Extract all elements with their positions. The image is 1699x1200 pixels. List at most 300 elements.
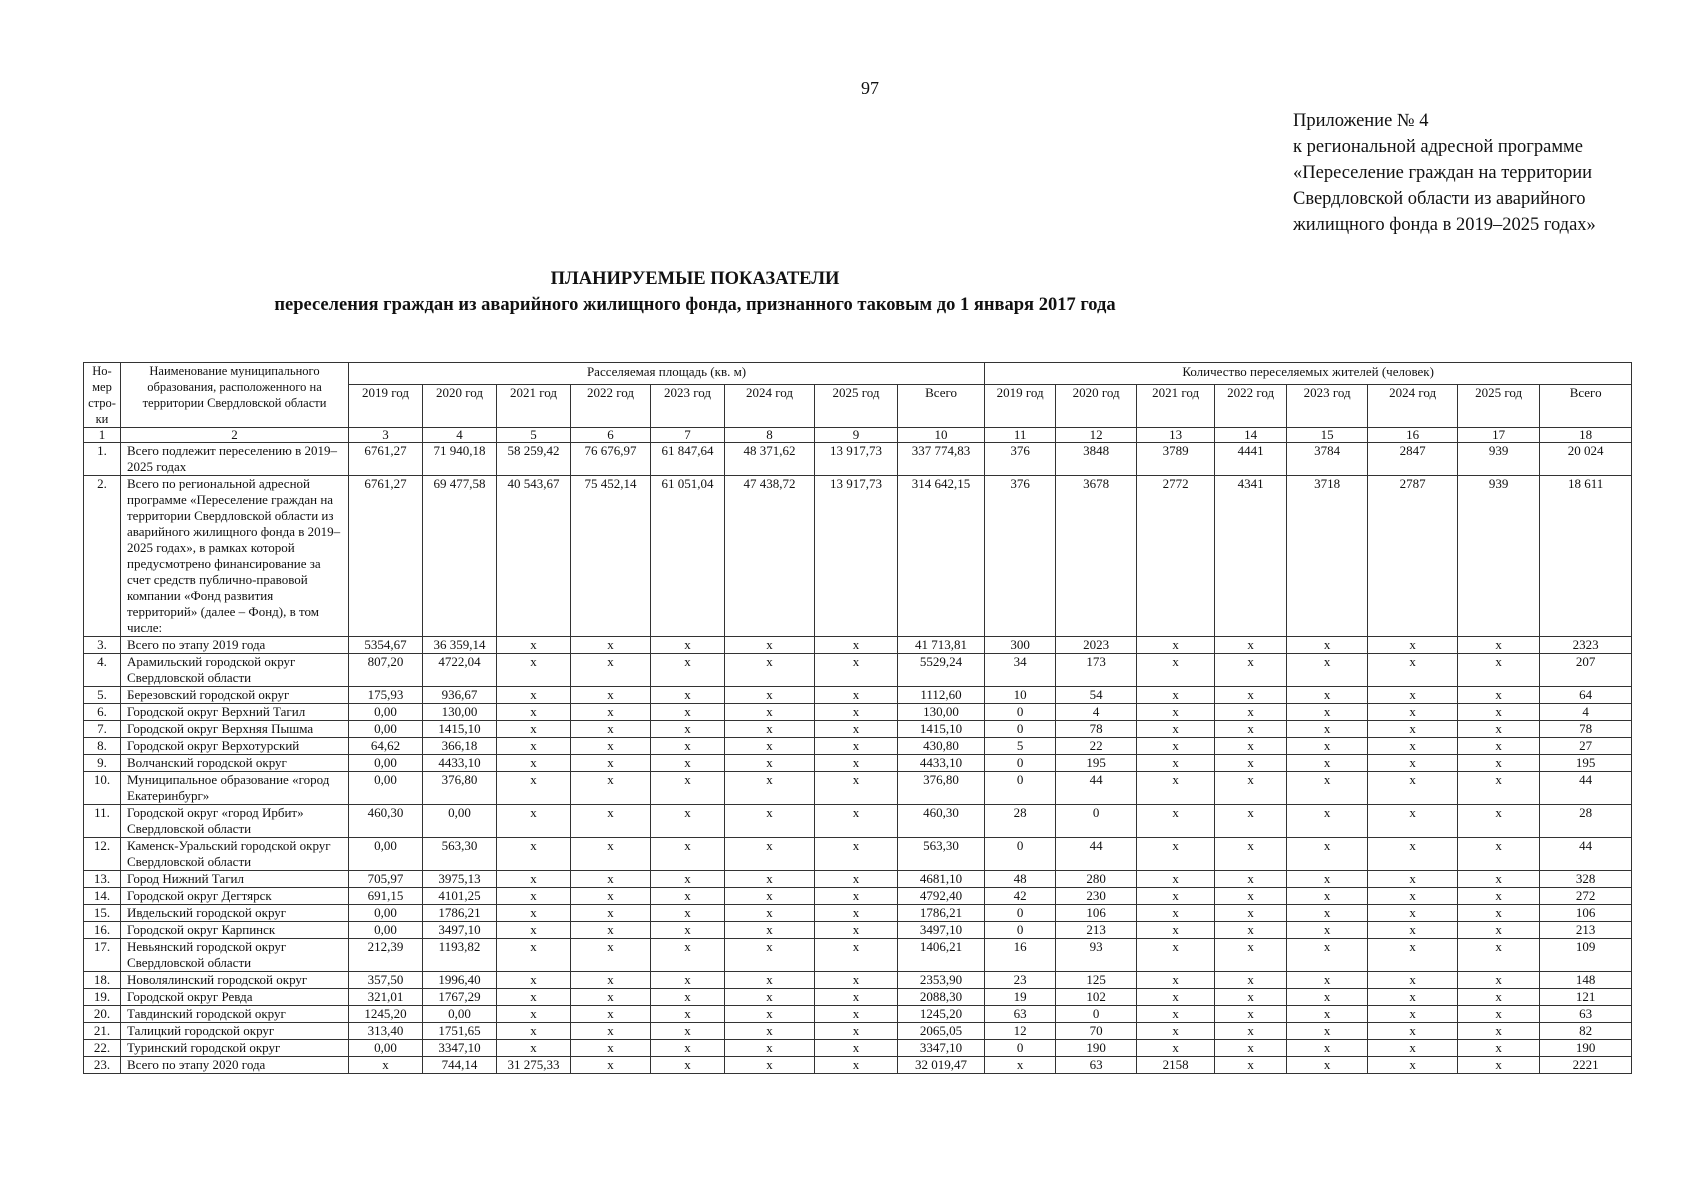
- value-cell: х: [571, 888, 651, 905]
- appendix-line: жилищного фонда в 2019–2025 годах»: [1293, 215, 1596, 235]
- value-cell: 109: [1540, 939, 1632, 972]
- value-cell: х: [725, 654, 815, 687]
- value-cell: х: [651, 721, 725, 738]
- value-cell: х: [1458, 838, 1540, 871]
- value-cell: 0: [985, 772, 1056, 805]
- value-cell: х: [497, 922, 571, 939]
- value-cell: х: [1368, 805, 1458, 838]
- municipality-name-cell: Город Нижний Тагил: [121, 871, 349, 888]
- column-number: 7: [651, 428, 725, 443]
- people-total-header: Всего: [1540, 385, 1632, 428]
- value-cell: 3784: [1287, 443, 1368, 476]
- value-cell: 82: [1540, 1023, 1632, 1040]
- value-cell: х: [651, 654, 725, 687]
- value-cell: х: [1458, 972, 1540, 989]
- municipality-name-cell: Волчанский городской округ: [121, 755, 349, 772]
- value-cell: х: [651, 871, 725, 888]
- value-cell: 93: [1056, 939, 1137, 972]
- value-cell: 1786,21: [898, 905, 985, 922]
- value-cell: х: [815, 1023, 898, 1040]
- value-cell: 3497,10: [423, 922, 497, 939]
- value-cell: х: [651, 989, 725, 1006]
- table-row: [84, 1057, 1632, 1074]
- people-year-header: 2022 год: [1215, 385, 1287, 428]
- value-cell: х: [651, 905, 725, 922]
- value-cell: х: [1458, 637, 1540, 654]
- column-number: 18: [1540, 428, 1632, 443]
- value-cell: 44: [1540, 772, 1632, 805]
- value-cell: х: [815, 1006, 898, 1023]
- value-cell: х: [1458, 905, 1540, 922]
- value-cell: х: [1215, 721, 1287, 738]
- value-cell: х: [725, 738, 815, 755]
- value-cell: 460,30: [349, 805, 423, 838]
- value-cell: 1751,65: [423, 1023, 497, 1040]
- municipality-name-cell: Каменск-Уральский городской округ Свердловской области: [121, 838, 349, 871]
- value-cell: х: [1287, 654, 1368, 687]
- table-body: [84, 428, 1632, 1074]
- value-cell: 0,00: [349, 755, 423, 772]
- value-cell: х: [815, 654, 898, 687]
- value-cell: 2088,30: [898, 989, 985, 1006]
- value-cell: х: [725, 888, 815, 905]
- municipality-name-cell: Туринский городской округ: [121, 1040, 349, 1057]
- row-number-cell: 10.: [84, 772, 121, 805]
- value-cell: х: [651, 888, 725, 905]
- table-row: [84, 922, 1632, 939]
- municipality-header: Наименование муниципального образования, расположенного на территории Свердловской области: [121, 363, 349, 428]
- value-cell: 807,20: [349, 654, 423, 687]
- row-number-cell: 23.: [84, 1057, 121, 1074]
- table-row: [84, 704, 1632, 721]
- value-cell: 5529,24: [898, 654, 985, 687]
- value-cell: х: [725, 972, 815, 989]
- value-cell: х: [1368, 905, 1458, 922]
- value-cell: х: [815, 989, 898, 1006]
- column-number: 1: [84, 428, 121, 443]
- value-cell: х: [725, 989, 815, 1006]
- municipality-name-cell: Всего по этапу 2019 года: [121, 637, 349, 654]
- value-cell: х: [1137, 989, 1215, 1006]
- value-cell: х: [815, 687, 898, 704]
- value-cell: х: [497, 654, 571, 687]
- value-cell: х: [1287, 939, 1368, 972]
- value-cell: х: [651, 922, 725, 939]
- value-cell: х: [1215, 1023, 1287, 1040]
- value-cell: 430,80: [898, 738, 985, 755]
- value-cell: 376,80: [423, 772, 497, 805]
- value-cell: 31 275,33: [497, 1057, 571, 1074]
- table-row: [84, 1040, 1632, 1057]
- value-cell: х: [571, 905, 651, 922]
- value-cell: 23: [985, 972, 1056, 989]
- value-cell: 2353,90: [898, 972, 985, 989]
- column-number: 10: [898, 428, 985, 443]
- value-cell: х: [1137, 905, 1215, 922]
- value-cell: 337 774,83: [898, 443, 985, 476]
- value-cell: 563,30: [898, 838, 985, 871]
- document-title: ПЛАНИРУЕМЫЕ ПОКАЗАТЕЛИ: [550, 269, 840, 289]
- value-cell: х: [571, 1006, 651, 1023]
- value-cell: х: [571, 772, 651, 805]
- municipality-name-cell: Городской округ Верхняя Пышма: [121, 721, 349, 738]
- header-row: [84, 363, 1632, 385]
- value-cell: х: [651, 838, 725, 871]
- municipality-name-cell: Всего подлежит переселению в 2019–2025 годах: [121, 443, 349, 476]
- value-cell: х: [571, 1040, 651, 1057]
- value-cell: х: [1215, 939, 1287, 972]
- value-cell: х: [651, 772, 725, 805]
- value-cell: х: [815, 704, 898, 721]
- value-cell: х: [1287, 687, 1368, 704]
- value-cell: 1786,21: [423, 905, 497, 922]
- value-cell: х: [1215, 905, 1287, 922]
- value-cell: х: [1368, 654, 1458, 687]
- value-cell: 300: [985, 637, 1056, 654]
- value-cell: 0: [1056, 805, 1137, 838]
- municipality-name-cell: Тавдинский городской округ: [121, 1006, 349, 1023]
- value-cell: х: [1215, 805, 1287, 838]
- value-cell: 3347,10: [423, 1040, 497, 1057]
- value-cell: х: [1137, 637, 1215, 654]
- value-cell: х: [1287, 1057, 1368, 1074]
- value-cell: 13 917,73: [815, 443, 898, 476]
- value-cell: х: [1458, 1023, 1540, 1040]
- value-cell: 175,93: [349, 687, 423, 704]
- value-cell: 313,40: [349, 1023, 423, 1040]
- row-number-cell: 22.: [84, 1040, 121, 1057]
- value-cell: х: [1137, 939, 1215, 972]
- value-cell: 5: [985, 738, 1056, 755]
- municipality-name-cell: Городской округ Верхний Тагил: [121, 704, 349, 721]
- value-cell: 130,00: [423, 704, 497, 721]
- value-cell: х: [725, 687, 815, 704]
- value-cell: х: [497, 1023, 571, 1040]
- value-cell: 70: [1056, 1023, 1137, 1040]
- value-cell: х: [1287, 704, 1368, 721]
- value-cell: 2323: [1540, 637, 1632, 654]
- row-number-cell: 13.: [84, 871, 121, 888]
- value-cell: 64,62: [349, 738, 423, 755]
- value-cell: х: [815, 939, 898, 972]
- column-number: 15: [1287, 428, 1368, 443]
- value-cell: х: [1368, 738, 1458, 755]
- value-cell: х: [1137, 755, 1215, 772]
- people-year-header: 2023 год: [1287, 385, 1368, 428]
- municipality-name-cell: Невьянский городской округ Свердловской области: [121, 939, 349, 972]
- row-number-cell: 16.: [84, 922, 121, 939]
- value-cell: 4681,10: [898, 871, 985, 888]
- value-cell: х: [725, 805, 815, 838]
- value-cell: 125: [1056, 972, 1137, 989]
- document-subtitle: переселения граждан из аварийного жилищного фонда, признанного таковым до 1 января 2017 года: [274, 295, 1116, 315]
- value-cell: 0,00: [349, 721, 423, 738]
- value-cell: 4792,40: [898, 888, 985, 905]
- table-row: [84, 1023, 1632, 1040]
- value-cell: 4433,10: [898, 755, 985, 772]
- value-cell: 4433,10: [423, 755, 497, 772]
- value-cell: х: [1287, 755, 1368, 772]
- value-cell: х: [571, 939, 651, 972]
- value-cell: 2221: [1540, 1057, 1632, 1074]
- value-cell: х: [725, 1006, 815, 1023]
- table-row: [84, 972, 1632, 989]
- value-cell: х: [725, 905, 815, 922]
- value-cell: 78: [1540, 721, 1632, 738]
- value-cell: х: [1287, 721, 1368, 738]
- value-cell: х: [497, 972, 571, 989]
- value-cell: 230: [1056, 888, 1137, 905]
- area-year-header: 2024 год: [725, 385, 815, 428]
- value-cell: х: [815, 772, 898, 805]
- value-cell: х: [1287, 1040, 1368, 1057]
- value-cell: х: [1458, 721, 1540, 738]
- value-cell: х: [1215, 1040, 1287, 1057]
- value-cell: 195: [1056, 755, 1137, 772]
- value-cell: 328: [1540, 871, 1632, 888]
- value-cell: х: [815, 1040, 898, 1057]
- value-cell: 195: [1540, 755, 1632, 772]
- value-cell: х: [1287, 905, 1368, 922]
- value-cell: х: [651, 805, 725, 838]
- value-cell: х: [1368, 989, 1458, 1006]
- value-cell: 22: [1056, 738, 1137, 755]
- value-cell: х: [497, 721, 571, 738]
- value-cell: х: [1368, 972, 1458, 989]
- value-cell: х: [1458, 1057, 1540, 1074]
- table-row: [84, 939, 1632, 972]
- value-cell: х: [1137, 888, 1215, 905]
- value-cell: х: [1137, 721, 1215, 738]
- area-group-header: Расселяемая площадь (кв. м): [349, 363, 985, 385]
- value-cell: 75 452,14: [571, 476, 651, 637]
- value-cell: 4101,25: [423, 888, 497, 905]
- value-cell: х: [1458, 755, 1540, 772]
- column-number: 6: [571, 428, 651, 443]
- value-cell: х: [1458, 654, 1540, 687]
- value-cell: х: [1215, 922, 1287, 939]
- value-cell: х: [1368, 1023, 1458, 1040]
- value-cell: 2158: [1137, 1057, 1215, 1074]
- value-cell: х: [571, 654, 651, 687]
- value-cell: х: [815, 637, 898, 654]
- value-cell: 61 847,64: [651, 443, 725, 476]
- column-number: 14: [1215, 428, 1287, 443]
- people-year-header: 2021 год: [1137, 385, 1215, 428]
- value-cell: х: [497, 772, 571, 805]
- row-number-cell: 2.: [84, 476, 121, 637]
- value-cell: х: [815, 1057, 898, 1074]
- value-cell: х: [1215, 1006, 1287, 1023]
- people-year-header: 2025 год: [1458, 385, 1540, 428]
- value-cell: 936,67: [423, 687, 497, 704]
- value-cell: х: [497, 1040, 571, 1057]
- table-row: [84, 838, 1632, 871]
- value-cell: 69 477,58: [423, 476, 497, 637]
- value-cell: 272: [1540, 888, 1632, 905]
- column-number: 12: [1056, 428, 1137, 443]
- value-cell: х: [571, 838, 651, 871]
- column-number: 13: [1137, 428, 1215, 443]
- value-cell: 54: [1056, 687, 1137, 704]
- value-cell: 2023: [1056, 637, 1137, 654]
- municipality-name-cell: Березовский городской округ: [121, 687, 349, 704]
- table-row: [84, 738, 1632, 755]
- area-year-header: 2021 год: [497, 385, 571, 428]
- municipality-name-cell: Всего по этапу 2020 года: [121, 1057, 349, 1074]
- value-cell: х: [651, 1040, 725, 1057]
- value-cell: х: [1215, 755, 1287, 772]
- column-number: 9: [815, 428, 898, 443]
- table-row: [84, 654, 1632, 687]
- value-cell: 0: [985, 755, 1056, 772]
- value-cell: 2787: [1368, 476, 1458, 637]
- people-year-header: 2024 год: [1368, 385, 1458, 428]
- value-cell: х: [1368, 687, 1458, 704]
- value-cell: х: [1368, 1006, 1458, 1023]
- value-cell: 13 917,73: [815, 476, 898, 637]
- value-cell: х: [1287, 838, 1368, 871]
- value-cell: 28: [985, 805, 1056, 838]
- value-cell: х: [1137, 972, 1215, 989]
- value-cell: х: [815, 922, 898, 939]
- value-cell: х: [1368, 838, 1458, 871]
- value-cell: 42: [985, 888, 1056, 905]
- value-cell: х: [497, 637, 571, 654]
- value-cell: х: [1458, 1040, 1540, 1057]
- value-cell: х: [1287, 772, 1368, 805]
- value-cell: х: [651, 704, 725, 721]
- value-cell: 44: [1540, 838, 1632, 871]
- value-cell: 63: [1540, 1006, 1632, 1023]
- value-cell: х: [571, 1023, 651, 1040]
- value-cell: х: [725, 637, 815, 654]
- table-row: [84, 772, 1632, 805]
- table-row: [84, 989, 1632, 1006]
- value-cell: 1245,20: [898, 1006, 985, 1023]
- value-cell: х: [1287, 972, 1368, 989]
- value-cell: 32 019,47: [898, 1057, 985, 1074]
- value-cell: х: [1215, 637, 1287, 654]
- value-cell: х: [1287, 922, 1368, 939]
- value-cell: 130,00: [898, 704, 985, 721]
- municipality-name-cell: Новолялинский городской округ: [121, 972, 349, 989]
- value-cell: х: [497, 755, 571, 772]
- value-cell: х: [651, 687, 725, 704]
- value-cell: 4: [1056, 704, 1137, 721]
- row-number-header: Но-мер стро-ки: [84, 363, 121, 428]
- value-cell: х: [497, 939, 571, 972]
- municipality-name-cell: Ивдельский городской округ: [121, 905, 349, 922]
- value-cell: 0,00: [349, 905, 423, 922]
- value-cell: х: [815, 721, 898, 738]
- value-cell: 5354,67: [349, 637, 423, 654]
- row-number-cell: 15.: [84, 905, 121, 922]
- value-cell: 376: [985, 443, 1056, 476]
- value-cell: х: [1215, 838, 1287, 871]
- value-cell: 1245,20: [349, 1006, 423, 1023]
- value-cell: 314 642,15: [898, 476, 985, 637]
- value-cell: 0: [985, 721, 1056, 738]
- value-cell: 0,00: [423, 805, 497, 838]
- value-cell: 1996,40: [423, 972, 497, 989]
- value-cell: х: [571, 922, 651, 939]
- value-cell: х: [497, 989, 571, 1006]
- value-cell: х: [571, 637, 651, 654]
- value-cell: х: [815, 972, 898, 989]
- value-cell: 6761,27: [349, 443, 423, 476]
- column-number: 4: [423, 428, 497, 443]
- value-cell: 102: [1056, 989, 1137, 1006]
- value-cell: х: [1137, 1006, 1215, 1023]
- value-cell: 0,00: [349, 704, 423, 721]
- value-cell: 78: [1056, 721, 1137, 738]
- value-cell: х: [725, 721, 815, 738]
- column-number: 8: [725, 428, 815, 443]
- value-cell: х: [1215, 871, 1287, 888]
- value-cell: х: [1458, 922, 1540, 939]
- value-cell: 212,39: [349, 939, 423, 972]
- value-cell: 0: [985, 1040, 1056, 1057]
- table-row: [84, 805, 1632, 838]
- value-cell: х: [497, 905, 571, 922]
- value-cell: х: [1368, 721, 1458, 738]
- row-number-cell: 17.: [84, 939, 121, 972]
- value-cell: 213: [1540, 922, 1632, 939]
- value-cell: х: [725, 1023, 815, 1040]
- value-cell: х: [1458, 1006, 1540, 1023]
- table-row: [84, 476, 1632, 637]
- municipality-name-cell: Муниципальное образование «город Екатеринбург»: [121, 772, 349, 805]
- value-cell: х: [1137, 687, 1215, 704]
- value-cell: х: [497, 1006, 571, 1023]
- row-number-cell: 7.: [84, 721, 121, 738]
- appendix-line: Приложение № 4: [1293, 111, 1429, 131]
- value-cell: 321,01: [349, 989, 423, 1006]
- value-cell: х: [1137, 704, 1215, 721]
- value-cell: х: [1368, 939, 1458, 972]
- value-cell: 376: [985, 476, 1056, 637]
- value-cell: х: [651, 939, 725, 972]
- value-cell: х: [571, 989, 651, 1006]
- value-cell: 106: [1540, 905, 1632, 922]
- value-cell: х: [1368, 772, 1458, 805]
- value-cell: 376,80: [898, 772, 985, 805]
- value-cell: х: [815, 738, 898, 755]
- value-cell: х: [1215, 888, 1287, 905]
- value-cell: х: [1215, 989, 1287, 1006]
- value-cell: 939: [1458, 443, 1540, 476]
- value-cell: х: [725, 755, 815, 772]
- value-cell: х: [1458, 989, 1540, 1006]
- value-cell: х: [1458, 687, 1540, 704]
- value-cell: 1406,21: [898, 939, 985, 972]
- value-cell: 1415,10: [423, 721, 497, 738]
- value-cell: х: [1368, 1057, 1458, 1074]
- value-cell: х: [571, 704, 651, 721]
- value-cell: 34: [985, 654, 1056, 687]
- value-cell: 691,15: [349, 888, 423, 905]
- value-cell: 3718: [1287, 476, 1368, 637]
- value-cell: х: [1458, 939, 1540, 972]
- value-cell: х: [725, 922, 815, 939]
- value-cell: 3678: [1056, 476, 1137, 637]
- value-cell: 47 438,72: [725, 476, 815, 637]
- value-cell: 6761,27: [349, 476, 423, 637]
- value-cell: х: [497, 888, 571, 905]
- value-cell: х: [985, 1057, 1056, 1074]
- value-cell: х: [1458, 704, 1540, 721]
